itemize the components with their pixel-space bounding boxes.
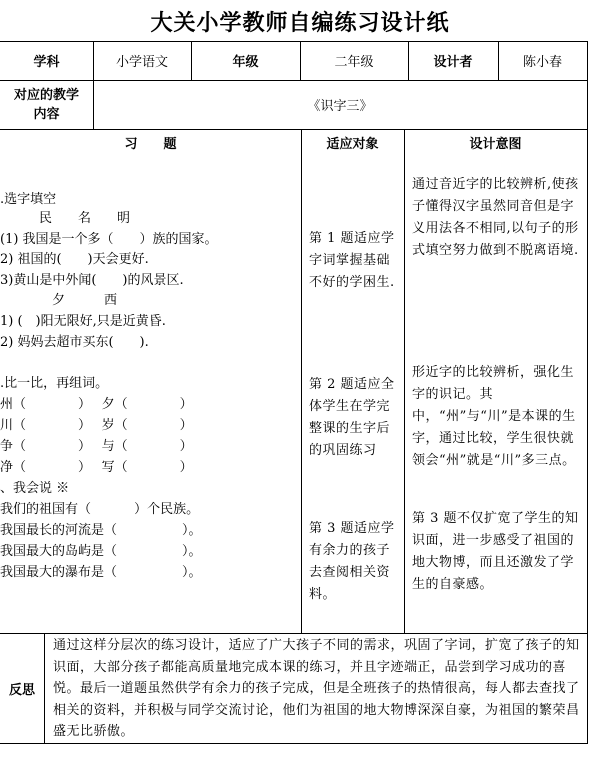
- exercise-line: 争（ ） 与（ ）: [0, 439, 193, 454]
- exercise-line: 2) 祖国的( )天会更好.: [0, 252, 149, 267]
- page-title: 大关小学教师自编练习设计纸: [150, 11, 450, 36]
- exercise-line: (1) 我国是一个多（ ）族的国家。: [0, 232, 218, 247]
- content-label-line2: 内容: [33, 106, 60, 122]
- reflection-text: 通过这样分层次的练习设计，适应了广大孩子不同的需求，巩固了字词，扩宽了孩子的知识面，大部分孩子都能高质量地完成本课的练习，并且字迹端正，品尝到学习成功的喜悦。最后一道题虽然供学有余力的孩子完成，但是全班孩子的热情很高，每人都去查找了相关的资料，并积极与同学交流讨论，他们为祖国的地大物博深深自豪，为祖国的繁荣昌盛无比骄傲。: [53, 638, 580, 739]
- exercise-line: 净（ ） 写（ ）: [0, 460, 193, 475]
- target-item: 第 3 题适应学有余力的孩子去查阅相关资料。: [309, 521, 395, 602]
- exercise-line: 我们的祖国有（ ）个民族。: [0, 502, 200, 517]
- subject-label: 学科: [33, 55, 60, 70]
- content-label-line1: 对应的教学: [13, 87, 79, 103]
- designer-value: 陈小春: [522, 55, 562, 70]
- exercise-line: 我国最长的河流是（ ）。: [0, 523, 202, 538]
- designer-label: 设计者: [433, 55, 473, 70]
- content-label: [0, 80, 93, 129]
- content-value: 《识字三》: [307, 99, 373, 114]
- exercise-line: 州（ ） 夕（ ）: [0, 397, 193, 412]
- exercise-line: 3)黄山是中外闻( )的风景区.: [0, 273, 184, 288]
- grade-label: 年级: [232, 55, 259, 70]
- exercise-line: 我国最大的瀑布是（ ）。: [0, 565, 202, 580]
- intent-item: 第 3 题不仅扩宽了学生的知识面，进一步感受了祖国的地大物博，而且还激发了学生的自豪感。: [412, 511, 579, 592]
- intent-item: 形近字的比较辨析，强化生字的识记。其中，“州”与“川”是本课的生字，通过比较，学生很快就领会“州”就是“川”多三点。: [412, 365, 576, 468]
- exercise-line: 1) ( )阳无限好,只是近黄昏.: [0, 314, 166, 329]
- exercise-line: 我国最大的岛屿是（ ）。: [0, 544, 202, 559]
- column-header-exercise: 习 题: [124, 136, 177, 152]
- exercise-line: 2) 妈妈去超市买东( ).: [0, 335, 149, 350]
- exercise-line: 民 名 明: [0, 211, 131, 226]
- column-header-intent: 设计意图: [469, 136, 522, 152]
- exercise-line: .比一比，再组词。: [0, 376, 109, 391]
- column-header-target: 适应对象: [326, 136, 379, 152]
- target-item: 第 1 题适应学字词掌握基础不好的学困生.: [309, 231, 395, 290]
- intent-item: 通过音近字的比较辨析,使孩子懂得汉字虽然同音但是字义用法各不相同,以句子的形式填空努力做到不脱离语境.: [412, 177, 579, 258]
- exercise-line: 、我会说 ※: [0, 481, 70, 496]
- reflection-label: 反思: [8, 683, 35, 698]
- subject-value: 小学语文: [115, 55, 168, 70]
- exercise-line: .选字填空: [0, 192, 57, 207]
- target-item: 第 2 题适应全体学生在学完整课的生字后的巩固练习: [309, 377, 395, 458]
- grade-value: 二年级: [334, 55, 374, 70]
- exercise-line: 川（ ） 岁（ ）: [0, 418, 193, 433]
- exercise-line: 夕 西: [0, 293, 118, 308]
